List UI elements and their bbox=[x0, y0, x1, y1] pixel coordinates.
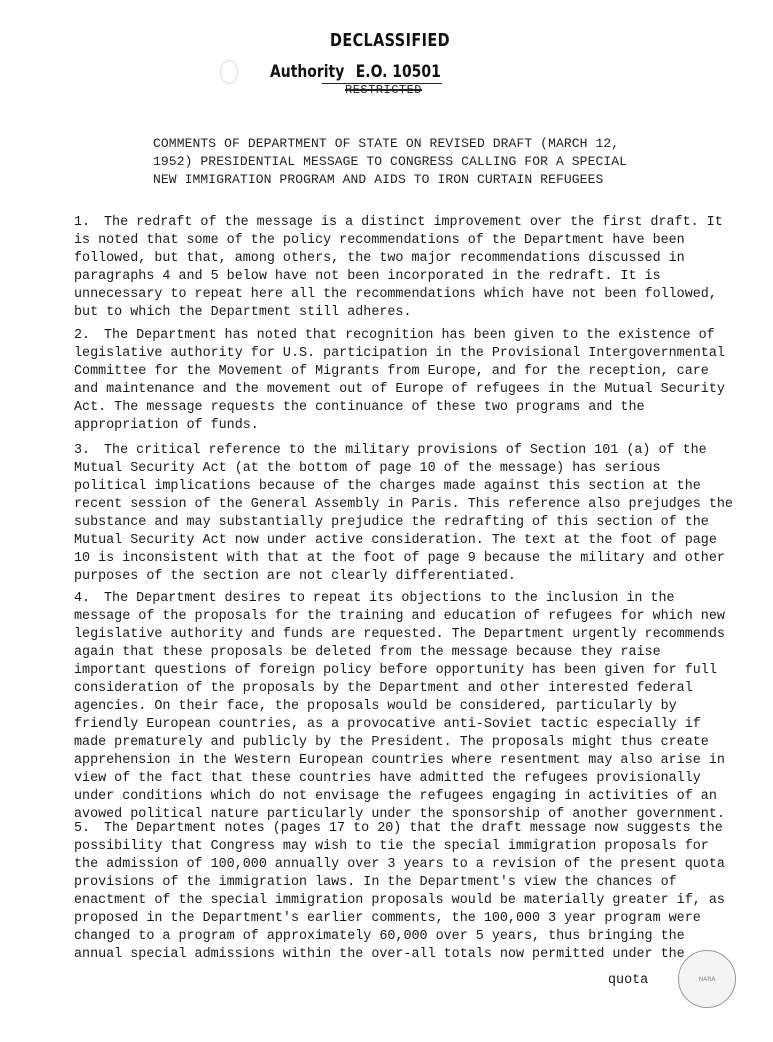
paragraph-text: The Department notes (pages 17 to 20) that the draft message now suggests the possibility that Congress may wish to tie the special immigration proposals for the admission of 100,000 annually over 3 years to a revision of the present quota provisions of the immigration laws. In the Department's view the chances of enactment of the special immigration proposals would be materially greater if, as proposed in the Department's earlier comments, the 100,000 3 year program were changed to a program of approximately 60,000 over 5 years, thus bringing the annual special admissions within the over-all totals now permitted under the bbox=[74, 821, 725, 962]
paragraph-2 bbox=[74, 327, 734, 435]
paragraph-text: The redraft of the message is a distinct improvement over the first draft. It is noted that some of the policy recommendations of the Department have been followed, but that, among others, the two major recommendations discussed in paragraphs 4 and 5 below have not been incorporated in the redraft. It is unnecessary to repeat here all the recommendations which have not been followed, but to which the Department still adheres. bbox=[74, 215, 723, 320]
paragraph-number: 5. bbox=[74, 821, 91, 836]
paragraph-number: 2. bbox=[74, 328, 91, 343]
authority-label: Authority bbox=[270, 62, 345, 82]
authority-value: E.O. 10501 bbox=[355, 62, 441, 82]
paragraph-1 bbox=[74, 214, 734, 322]
paragraph-text: The Department desires to repeat its objections to the inclusion in the message of the proposals for the training and education of refugees for which new legislative authority and funds are requested. The Department urgently recommends again that these proposals be deleted from the message because they raise important questions of foreign policy before opportunity has been given for full consideration of the proposals by the Department and other interested federal agencies. On their face, the proposals would be considered, particularly by friendly European countries, as a provocative anti-Soviet tactic especially if made prematurely and publicly by the President. The proposals might thus create apprehension in the Western European countries where resentment may also arise in view of the fact that these countries have admitted the refugees provisionally under conditions which do not envisage the refugees engaging in activities of an avowed political nature particularly under the sponsorship of another government. bbox=[74, 591, 725, 822]
paragraph-number: 3. bbox=[74, 443, 91, 458]
faint-mark bbox=[220, 60, 238, 84]
paragraph-3 bbox=[74, 442, 734, 586]
authority-stamp bbox=[270, 62, 441, 82]
paragraph-text: The Department has noted that recognition has been given to the existence of legislative authority for U.S. participation in the Provisional Intergovernmental Committee for the Movement of Migrants from Europe, and for the reception, care and maintenance and the movement out of Europe of refugees in the Mutual Security Act. The message requests the continuance of these two programs and the appropriation of funds. bbox=[74, 328, 725, 433]
paragraph-4 bbox=[74, 590, 734, 824]
restricted-marking: RESTRICTED bbox=[345, 83, 423, 97]
continuation-word: quota bbox=[608, 973, 649, 988]
declassified-stamp: DECLASSIFIED bbox=[330, 30, 450, 51]
seal-label: NARA bbox=[698, 975, 716, 983]
document-title: COMMENTS OF DEPARTMENT OF STATE ON REVISED DRAFT (MARCH 12, 1952) PRESIDENTIAL MESSAGE TO CONGRESS CALLING FOR A SPECIAL NEW IMMIGRATION PROGRAM AND AIDS TO IRON CURTAIN REFUGEES bbox=[153, 136, 628, 187]
nara-seal-icon bbox=[678, 950, 736, 1008]
paragraph-text: The critical reference to the military provisions of Section 101 (a) of the Mutual Security Act (at the bottom of page 10 of the message) has serious political implications because of the charges made against this section at the recent session of the General Assembly in Paris. This reference also prejudges the substance and may substantially prejudice the redrafting of this section of the Mutual Security Act now under active consideration. The text at the foot of page 10 is inconsistent with that at the foot of page 9 because the military and other purposes of the section are not clearly differentiated. bbox=[74, 443, 733, 584]
paragraph-number: 1. bbox=[74, 215, 91, 230]
paragraph-5 bbox=[74, 820, 734, 964]
paragraph-number: 4. bbox=[74, 591, 91, 606]
